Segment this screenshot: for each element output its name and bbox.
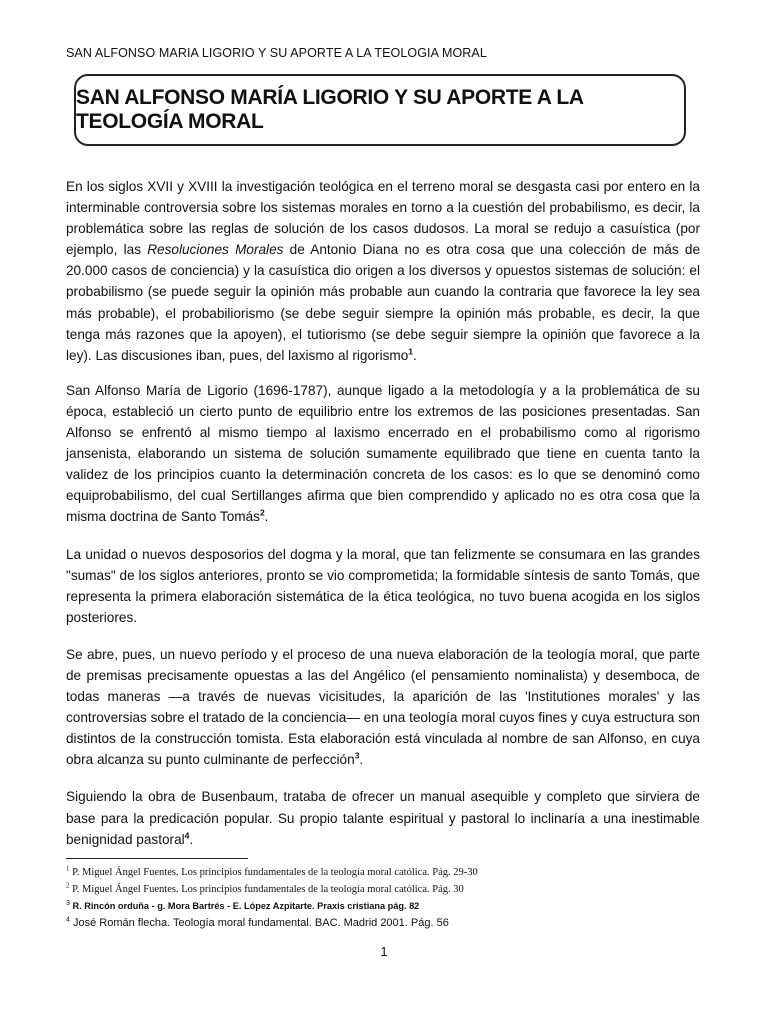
document-body — [66, 176, 700, 866]
footnote-ref-3[interactable]: 3 — [354, 750, 360, 761]
footnotes — [66, 858, 700, 931]
emphasis-text: Resoluciones Morales — [147, 242, 284, 258]
footnote-number: 2 — [66, 881, 70, 889]
paragraph-end: . — [264, 509, 269, 525]
paragraph-text: En los siglos XVII y XVIII la investigación teológica en el terreno moral se desgasta casi por entero en la interminable controversia sobre los sistemas morales en torno a la cuestión del probabilismo, es decir, la problemática sobre las reglas de solución de los casos dudosos. La moral se redujo a casuística (por ejemplo, las — [66, 179, 700, 258]
footnote-ref-2[interactable]: 2 — [259, 507, 265, 518]
footnote-number: 1 — [66, 864, 70, 873]
footnote-number: 4 — [66, 915, 70, 923]
paragraph-5 — [66, 786, 700, 849]
document-title: SAN ALFONSO MARÍA LIGORIO Y SU APORTE A LA TEOLOGÍA MORAL — [76, 86, 583, 133]
footnote-ref-1[interactable]: 1 — [408, 346, 414, 357]
footnote-2 — [66, 882, 700, 899]
paragraph-text: San Alfonso María de Ligorio (1696-1787), aunque ligado a la metodología y a la problemática de su época, estableció un cierto punto de equilibrio entre los extremos de las posiciones presentadas. San Alfonso se enfrentó al mismo tiempo al laxismo encerrado en el probabilismo como al rigorismo jansenista, elaborando un sistema de solución sumamente equilibrado que tiene en cuenta tanto la validez de los principios cuanto la determinación concreta de los casos: es lo que se denominó como equiprobabilismo, del cual Sertillanges afirma que bien comprendido y aplicado no es otra cosa que la misma doctrina de Santo Tomás — [66, 382, 700, 525]
paragraph-end: . — [359, 752, 364, 768]
footnote-text: P. Miguel Ángel Fuentes. Los principios fundamentales de la teología moral católica. Pág. 29-30 — [72, 867, 478, 878]
footnote-1 — [66, 865, 700, 882]
paragraph-end: . — [413, 347, 417, 363]
footnote-number: 3 — [66, 899, 70, 907]
title-box — [74, 74, 686, 146]
paragraph-4 — [66, 644, 700, 771]
paragraph-end: . — [189, 831, 194, 847]
footnote-text: José Román flecha. Teología moral fundamental. BAC. Madrid 2001. Pág. 56 — [72, 916, 449, 929]
footnote-ref-4[interactable]: 4 — [184, 830, 190, 841]
footnote-text: P. Miguel Ángel Fuentes. Los principios fundamentales de la teología moral católica. Pág. 30 — [72, 883, 464, 895]
footnote-divider — [66, 858, 248, 859]
footnote-text: R. Rincón orduña - g. Mora Bartrés - E. López Azpitarte. Praxis cristiana pág. 82 — [72, 901, 420, 911]
paragraph-text: Siguiendo la obra de Busenbaum, trataba de ofrecer un manual asequible y completo que sirviera de base para la predicación popular. Su propio talante espiritual y pastoral lo inclinaría a una inestimable benignidad pastoral — [66, 789, 700, 847]
paragraph-text: La unidad o nuevos desposorios del dogma y la moral, que tan felizmente se consumara en las grandes "sumas" de los siglos anteriores, pronto se vio comprometida; la formidable síntesis de santo Tomás, que representa la primera elaboración sistemática de la ética teológica, no tuvo buena acogida en los siglos posteriores. — [66, 546, 700, 625]
footnote-4 — [66, 915, 700, 932]
page-number: 1 — [380, 944, 388, 959]
paragraph-1 — [66, 176, 700, 366]
paragraph-text: de Antonio Diana no es otra cosa que una colección de más de 20.000 casos de conciencia) y la casuística dio origen a los diversos y opuestos sistemas de solución: el probabilismo (se puede seguir la opinión más probable aun cuando la contraria que favorece la ley sea más probable), el probabiliorismo (se debe seguir siempre la opinión más probable, es decir, la que tenga más razones que la apoyen), el tutiorismo (se debe seguir siempre la opinión que favorece a la ley). Las discusiones iban, pues, del laxismo al rigorismo — [66, 242, 701, 363]
paragraph-2 — [66, 380, 700, 528]
paragraph-text: Se abre, pues, un nuevo período y el proceso de una nueva elaboración de la teología moral, que parte de premisas precisamente opuestas a las del Angélico (el pensamiento nominalista) y desemboca, de todas maneras —a través de nuevas vicisitudes, la aparición de las 'Institutiones morales' y las controversias sobre el tratado de la conciencia— en una teología moral cuyos fines y cuya estructura son distintos de la construcción tomista. Esta elaboración está vinculada al nombre de san Alfonso, en cuya obra alcanza su punto culminante de perfección — [66, 646, 700, 768]
paragraph-3 — [66, 544, 700, 628]
running-header: SAN ALFONSO MARIA LIGORIO Y SU APORTE A LA TEOLOGIA MORAL — [66, 46, 487, 60]
footnote-3 — [66, 898, 700, 915]
